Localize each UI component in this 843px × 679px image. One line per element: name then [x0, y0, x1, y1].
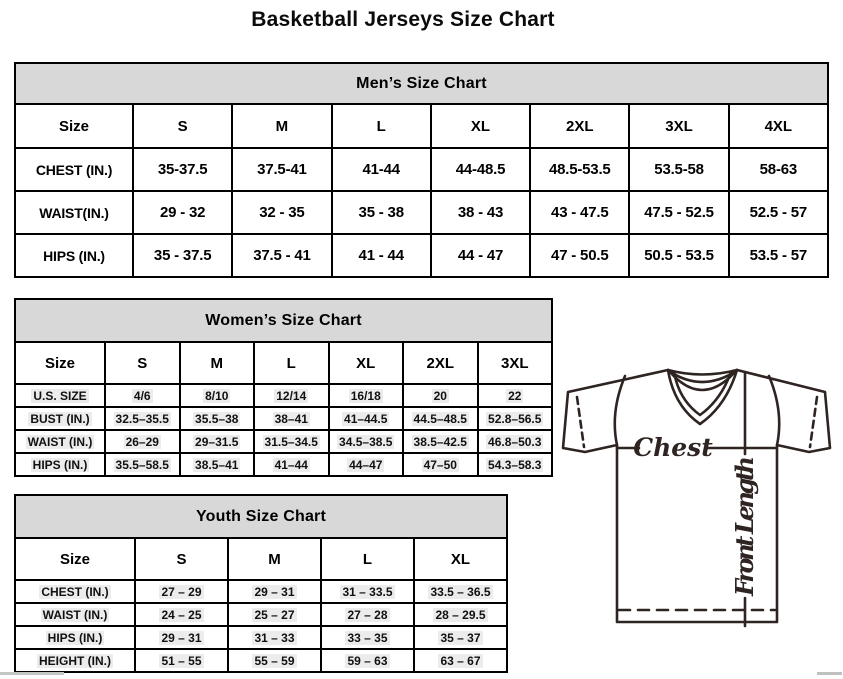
womens-size-chart-table	[14, 298, 553, 477]
value-cell: 26–29	[105, 430, 180, 453]
value-cell: 24 – 25	[135, 603, 228, 626]
row-label: WAIST (IN.)	[15, 603, 135, 626]
column-header: S	[105, 342, 180, 384]
value-cell: 44 - 47	[431, 234, 530, 277]
value-cell: 35.5–38	[180, 407, 255, 430]
table-row	[15, 234, 828, 277]
value-cell: 38.5–41	[180, 453, 255, 476]
value-cell: 35 – 37	[414, 626, 507, 649]
horizontal-scrollbar-fragment-right[interactable]	[817, 672, 842, 675]
left-armhole-seam	[615, 376, 625, 445]
collar-top-edge	[668, 370, 737, 375]
womens-table-title-row	[15, 299, 552, 342]
value-cell: 35 - 38	[332, 191, 431, 234]
value-cell: 46.8–50.3	[478, 430, 553, 453]
value-cell: 4/6	[105, 384, 180, 407]
value-cell: 29–31.5	[180, 430, 255, 453]
table-row	[15, 148, 828, 191]
row-label: BUST (IN.)	[15, 407, 105, 430]
value-cell: 53.5-58	[629, 148, 728, 191]
row-label: HIPS (IN.)	[15, 234, 133, 277]
row-label: WAIST (IN.)	[15, 430, 105, 453]
value-cell: 29 – 31	[135, 626, 228, 649]
size-header-row	[15, 342, 552, 384]
value-cell: 38 - 43	[431, 191, 530, 234]
value-cell: 16/18	[329, 384, 404, 407]
value-cell: 50.5 - 53.5	[629, 234, 728, 277]
right-cuff-dashed-line	[810, 397, 817, 447]
column-header: M	[180, 342, 255, 384]
value-cell: 31.5–34.5	[254, 430, 329, 453]
mens-table-title: Men’s Size Chart	[15, 63, 828, 104]
size-header-label: Size	[15, 104, 133, 148]
page-title: Basketball Jerseys Size Chart	[251, 8, 555, 31]
mens-table-title-row	[15, 63, 828, 104]
column-header: 3XL	[478, 342, 553, 384]
value-cell: 44-48.5	[431, 148, 530, 191]
value-cell: 32.5–35.5	[105, 407, 180, 430]
value-cell: 51 – 55	[135, 649, 228, 672]
table-row	[15, 430, 552, 453]
row-label: U.S. SIZE	[15, 384, 105, 407]
value-cell: 20	[403, 384, 478, 407]
chest-label: Chest	[633, 433, 713, 462]
mens-size-chart-table	[14, 62, 829, 278]
jersey-outline	[563, 370, 830, 622]
value-cell: 41 - 44	[332, 234, 431, 277]
row-label: HIPS (IN.)	[15, 626, 135, 649]
value-cell: 27 – 29	[135, 580, 228, 603]
youth-table-title-row	[15, 495, 507, 538]
row-label: CHEST (IN.)	[15, 580, 135, 603]
value-cell: 47–50	[403, 453, 478, 476]
value-cell: 27 – 28	[321, 603, 414, 626]
size-header-row	[15, 538, 507, 580]
row-label: WAIST(IN.)	[15, 191, 133, 234]
value-cell: 31 – 33	[228, 626, 321, 649]
size-header-label: Size	[15, 342, 105, 384]
row-label: HIPS (IN.)	[15, 453, 105, 476]
column-header: S	[133, 104, 232, 148]
jersey-diagram-svg	[558, 362, 843, 672]
value-cell: 37.5-41	[232, 148, 331, 191]
value-cell: 34.5–38.5	[329, 430, 404, 453]
table-row	[15, 649, 507, 672]
size-header-label: Size	[15, 538, 135, 580]
value-cell: 35 - 37.5	[133, 234, 232, 277]
value-cell: 58-63	[729, 148, 828, 191]
value-cell: 12/14	[254, 384, 329, 407]
column-header: M	[232, 104, 331, 148]
value-cell: 44.5–48.5	[403, 407, 478, 430]
value-cell: 43 - 47.5	[530, 191, 629, 234]
value-cell: 32 - 35	[232, 191, 331, 234]
value-cell: 35.5–58.5	[105, 453, 180, 476]
value-cell: 31 – 33.5	[321, 580, 414, 603]
column-header: L	[332, 104, 431, 148]
jersey-measurement-diagram	[558, 362, 843, 672]
column-header: M	[228, 538, 321, 580]
table-row	[15, 603, 507, 626]
collar-outer-v	[668, 370, 737, 424]
column-header: 4XL	[729, 104, 828, 148]
value-cell: 38–41	[254, 407, 329, 430]
column-header: XL	[329, 342, 404, 384]
table-row	[15, 191, 828, 234]
value-cell: 41–44	[254, 453, 329, 476]
size-header-row	[15, 104, 828, 148]
right-armhole-seam	[769, 376, 779, 445]
value-cell: 41–44.5	[329, 407, 404, 430]
left-cuff-dashed-line	[577, 397, 584, 447]
value-cell: 8/10	[180, 384, 255, 407]
table-row	[15, 580, 507, 603]
value-cell: 52.8–56.5	[478, 407, 553, 430]
column-header: XL	[431, 104, 530, 148]
womens-table-title: Women’s Size Chart	[15, 299, 552, 342]
value-cell: 29 – 31	[228, 580, 321, 603]
value-cell: 33 – 35	[321, 626, 414, 649]
value-cell: 59 – 63	[321, 649, 414, 672]
value-cell: 52.5 - 57	[729, 191, 828, 234]
table-row	[15, 407, 552, 430]
youth-table-title: Youth Size Chart	[15, 495, 507, 538]
row-label: HEIGHT (IN.)	[15, 649, 135, 672]
value-cell: 29 - 32	[133, 191, 232, 234]
column-header: S	[135, 538, 228, 580]
value-cell: 22	[478, 384, 553, 407]
column-header: L	[254, 342, 329, 384]
value-cell: 38.5–42.5	[403, 430, 478, 453]
value-cell: 41-44	[332, 148, 431, 191]
table-row	[15, 453, 552, 476]
value-cell: 28 – 29.5	[414, 603, 507, 626]
column-header: 3XL	[629, 104, 728, 148]
row-label: CHEST (IN.)	[15, 148, 133, 191]
value-cell: 47 - 50.5	[530, 234, 629, 277]
table-row	[15, 626, 507, 649]
value-cell: 63 – 67	[414, 649, 507, 672]
front-length-label: Front Length	[730, 456, 759, 596]
value-cell: 48.5-53.5	[530, 148, 629, 191]
column-header: 2XL	[403, 342, 478, 384]
value-cell: 55 – 59	[228, 649, 321, 672]
table-row	[15, 384, 552, 407]
youth-size-chart-table	[14, 494, 508, 673]
value-cell: 54.3–58.3	[478, 453, 553, 476]
column-header: 2XL	[530, 104, 629, 148]
horizontal-scrollbar-fragment-left[interactable]	[0, 672, 64, 675]
value-cell: 37.5 - 41	[232, 234, 331, 277]
column-header: L	[321, 538, 414, 580]
value-cell: 47.5 - 52.5	[629, 191, 728, 234]
column-header: XL	[414, 538, 507, 580]
value-cell: 25 – 27	[228, 603, 321, 626]
value-cell: 35-37.5	[133, 148, 232, 191]
value-cell: 33.5 – 36.5	[414, 580, 507, 603]
value-cell: 44–47	[329, 453, 404, 476]
value-cell: 53.5 - 57	[729, 234, 828, 277]
